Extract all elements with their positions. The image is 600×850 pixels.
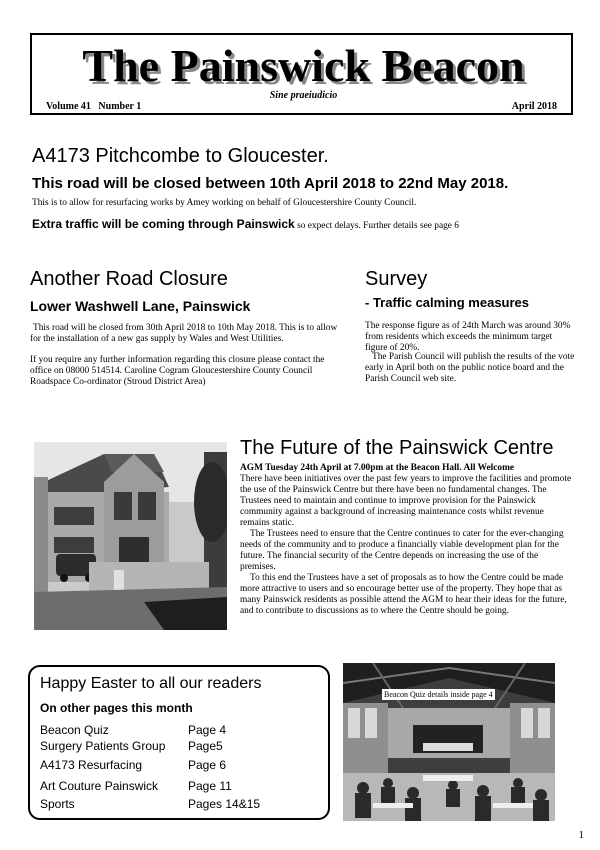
survey-heading: Survey [365,268,428,290]
contents-box [28,665,330,820]
contents-item-label: Beacon Quiz [40,723,109,737]
contents-item-page: Page5 [188,739,223,753]
beacon-hall-photo [343,663,555,821]
a4173-traffic-bold: Extra traffic will be coming through Painswick [32,217,295,231]
a4173-traffic-note [32,217,459,231]
a4173-subheading: This road will be closed between 10th April 2018 to 22nd May 2018. [32,175,509,192]
contents-item-label: Surgery Patients Group [40,739,166,753]
issue-date: April 2018 [511,101,557,112]
contents-item-label: Art Couture Painswick [40,779,159,793]
road-closure-para1: This road will be closed from 30th April 2018 to 10th May 2018. This is to allow for the installation of a new gas supply by Wales and West Utilities. [30,323,338,344]
newsletter-title: The Painswick Beacon [82,40,525,91]
survey-para1: The response figure as of 24th March was around 30% from residents which exceeds the minimum target figure of 20%. [365,321,571,353]
future-para1: There have been initiatives over the past few years to improve the facilities and promote the use of the Painswick Centre but there have been no fundamental changes. The Trustees need to maintain and continue to improve provision for the Painswick community against a background of increasing maintenance costs whilst revenue remains static. [240,474,572,528]
contents-item-label: A4173 Resurfacing [40,758,143,772]
future-para3: To this end the Trustees have a set of proposals as to how the Centre could be made more attractive to users and so encourage better use of the property. They hope that as many Painswick residents as possible attend the AGM to hear their ideas for the future, and to contribute to discussions as to where the Centre should be going. [240,573,567,616]
volume-number: Volume 41 Number 1 [46,101,142,112]
agm-announcement: AGM Tuesday 24th April at 7.00pm at the Beacon Hall. All Welcome [240,463,515,473]
a4173-heading: A4173 Pitchcombe to Gloucester. [32,145,329,167]
road-closure-para2: If you require any further information regarding this closure please contact the office on 08000 514514. Caroline Cogram Gloucestershire County Council Roadspace Co-ordinator (Stroud District Area) [30,355,325,387]
motto: Sine praeiudicio [269,90,338,101]
contents-item-page: Page 11 [188,779,232,793]
a4173-traffic-rest: so expect delays. Further details see page 6 [294,221,459,231]
contents-subheading: On other pages this month [40,701,193,715]
a4173-text: This is to allow for resurfacing works by Amey working on behalf of Gloucestershire County Council. [32,198,417,208]
contents-item-label: Sports [40,797,75,811]
contents-item-page: Pages 14&15 [188,797,261,811]
future-body [240,463,575,617]
contents-item-page: Page 6 [188,758,227,772]
easter-greeting: Happy Easter to all our readers [40,675,262,692]
page-number: 1 [578,829,584,841]
road-closure-heading: Another Road Closure [30,268,228,290]
hall-photo-caption: Beacon Quiz details inside page 4 [384,690,493,699]
masthead [30,33,573,115]
contents-item-page: Page 4 [188,723,227,737]
survey-subheading: - Traffic calming measures [365,295,530,310]
painswick-centre-photo [34,442,227,630]
road-closure-subheading: Lower Washwell Lane, Painswick [30,298,251,314]
survey-para2: The Parish Council will publish the results of the vote early in April both on the public notice board and the Parish Council web site. [365,352,575,384]
future-para2: The Trustees need to ensure that the Centre continues to cater for the ever-changing needs of the community and to produce a financially viable development plan for the future. The financial security of the Centre depends on increasing the use of the premises. [240,529,564,572]
future-heading: The Future of the Painswick Centre [240,437,554,459]
